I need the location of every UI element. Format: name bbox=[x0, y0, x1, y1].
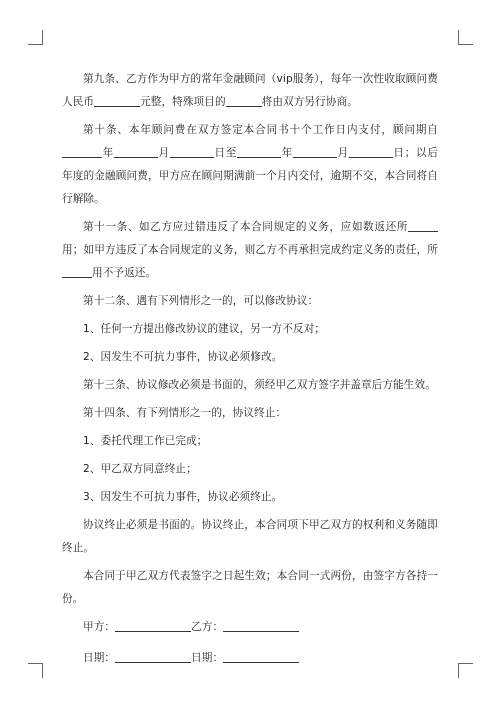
article-14: 第十四条、有下列情形之一的，协议终止： bbox=[83, 407, 287, 419]
article-12-item-1: 1、任何一方提出修改协议的建议，另一方不反对； bbox=[83, 323, 326, 335]
party-a-signature-blank bbox=[115, 619, 191, 632]
month-label-2: 月 bbox=[336, 147, 349, 159]
article-11-text-2: 用；如甲方违反了本合同规定的义务，则乙方不再承担完成约定义务的责任，所 bbox=[62, 244, 438, 256]
article-11-text-3: 用不予返还。 bbox=[92, 267, 157, 279]
fee-amount-blank bbox=[94, 94, 140, 107]
month-label: 月 bbox=[157, 147, 170, 159]
article-14-item-3: 3、因发生不可抗力事件，协议必须终止。 bbox=[83, 491, 283, 503]
party-a-label: 甲方： bbox=[83, 621, 116, 633]
article-14-item-2: 2、甲乙双方同意终止； bbox=[83, 463, 197, 475]
party-b-label: 乙方： bbox=[191, 621, 224, 633]
start-year-blank bbox=[62, 145, 102, 158]
article-9 bbox=[62, 68, 438, 114]
date-a-blank bbox=[115, 650, 191, 663]
termination-clause: 协议终止必须是书面的。协议终止，本合同项下甲乙双方的权利和义务随即终止。 bbox=[62, 519, 438, 554]
signature-line bbox=[62, 616, 438, 639]
start-day-blank bbox=[170, 145, 214, 158]
date-b-blank bbox=[223, 650, 299, 663]
nonrefund-blank bbox=[62, 265, 92, 278]
article-11 bbox=[62, 216, 438, 285]
start-month-blank bbox=[114, 145, 158, 158]
refund-blank bbox=[408, 219, 438, 232]
crop-mark-top-right bbox=[458, 30, 473, 45]
special-project-blank bbox=[226, 94, 262, 107]
crop-mark-top-left bbox=[28, 30, 43, 45]
year-label-2: 年 bbox=[281, 147, 293, 159]
date-line bbox=[62, 647, 438, 670]
party-b-signature-blank bbox=[223, 619, 299, 632]
article-9-text-3: 将由双方另行协商。 bbox=[261, 96, 358, 108]
article-9-text-2: 元整，特殊项目的 bbox=[140, 96, 226, 108]
article-10-text-2: 日；以后年度的金融顾问费，甲方应在顾问期满前一个月内交付，逾期不交，本合同将自行解除。 bbox=[62, 147, 439, 205]
end-month-blank bbox=[293, 145, 337, 158]
crop-mark-bottom-right bbox=[458, 663, 473, 678]
article-10 bbox=[62, 119, 438, 211]
crop-mark-bottom-left bbox=[28, 663, 43, 678]
article-14-item-1: 1、委托代理工作已完成； bbox=[83, 435, 208, 447]
end-year-blank bbox=[237, 145, 281, 158]
date-b-label: 日期： bbox=[191, 652, 224, 664]
article-10-text: 第十条、本年顾问费在双方签定本合同书十个工作日内支付，顾问期自 bbox=[83, 124, 438, 136]
article-9-text: 第九条、乙方作为甲方的常年金融顾问（vip服务），每年一次性收取顾问费人民币 bbox=[62, 73, 438, 108]
year-label: 年 bbox=[102, 147, 114, 159]
article-12: 第十二条、遇有下列情形之一的，可以修改协议： bbox=[83, 295, 319, 307]
article-13: 第十三条、协议修改必须是书面的，须经甲乙双方签字并盖章后方能生效。 bbox=[83, 379, 436, 391]
day-to-label: 日至 bbox=[213, 147, 238, 159]
effective-clause: 本合同于甲乙双方代表签字之日起生效；本合同一式两份，由签字方各持一份。 bbox=[62, 570, 438, 605]
end-day-blank bbox=[349, 145, 393, 158]
date-a-label: 日期： bbox=[83, 652, 116, 664]
article-12-item-2: 2、因发生不可抗力事件，协议必须修改。 bbox=[83, 351, 283, 363]
article-11-text: 第十一条、如乙方应过错违反了本合同规定的义务，应如数返还所 bbox=[83, 221, 408, 233]
contract-body bbox=[62, 68, 438, 678]
